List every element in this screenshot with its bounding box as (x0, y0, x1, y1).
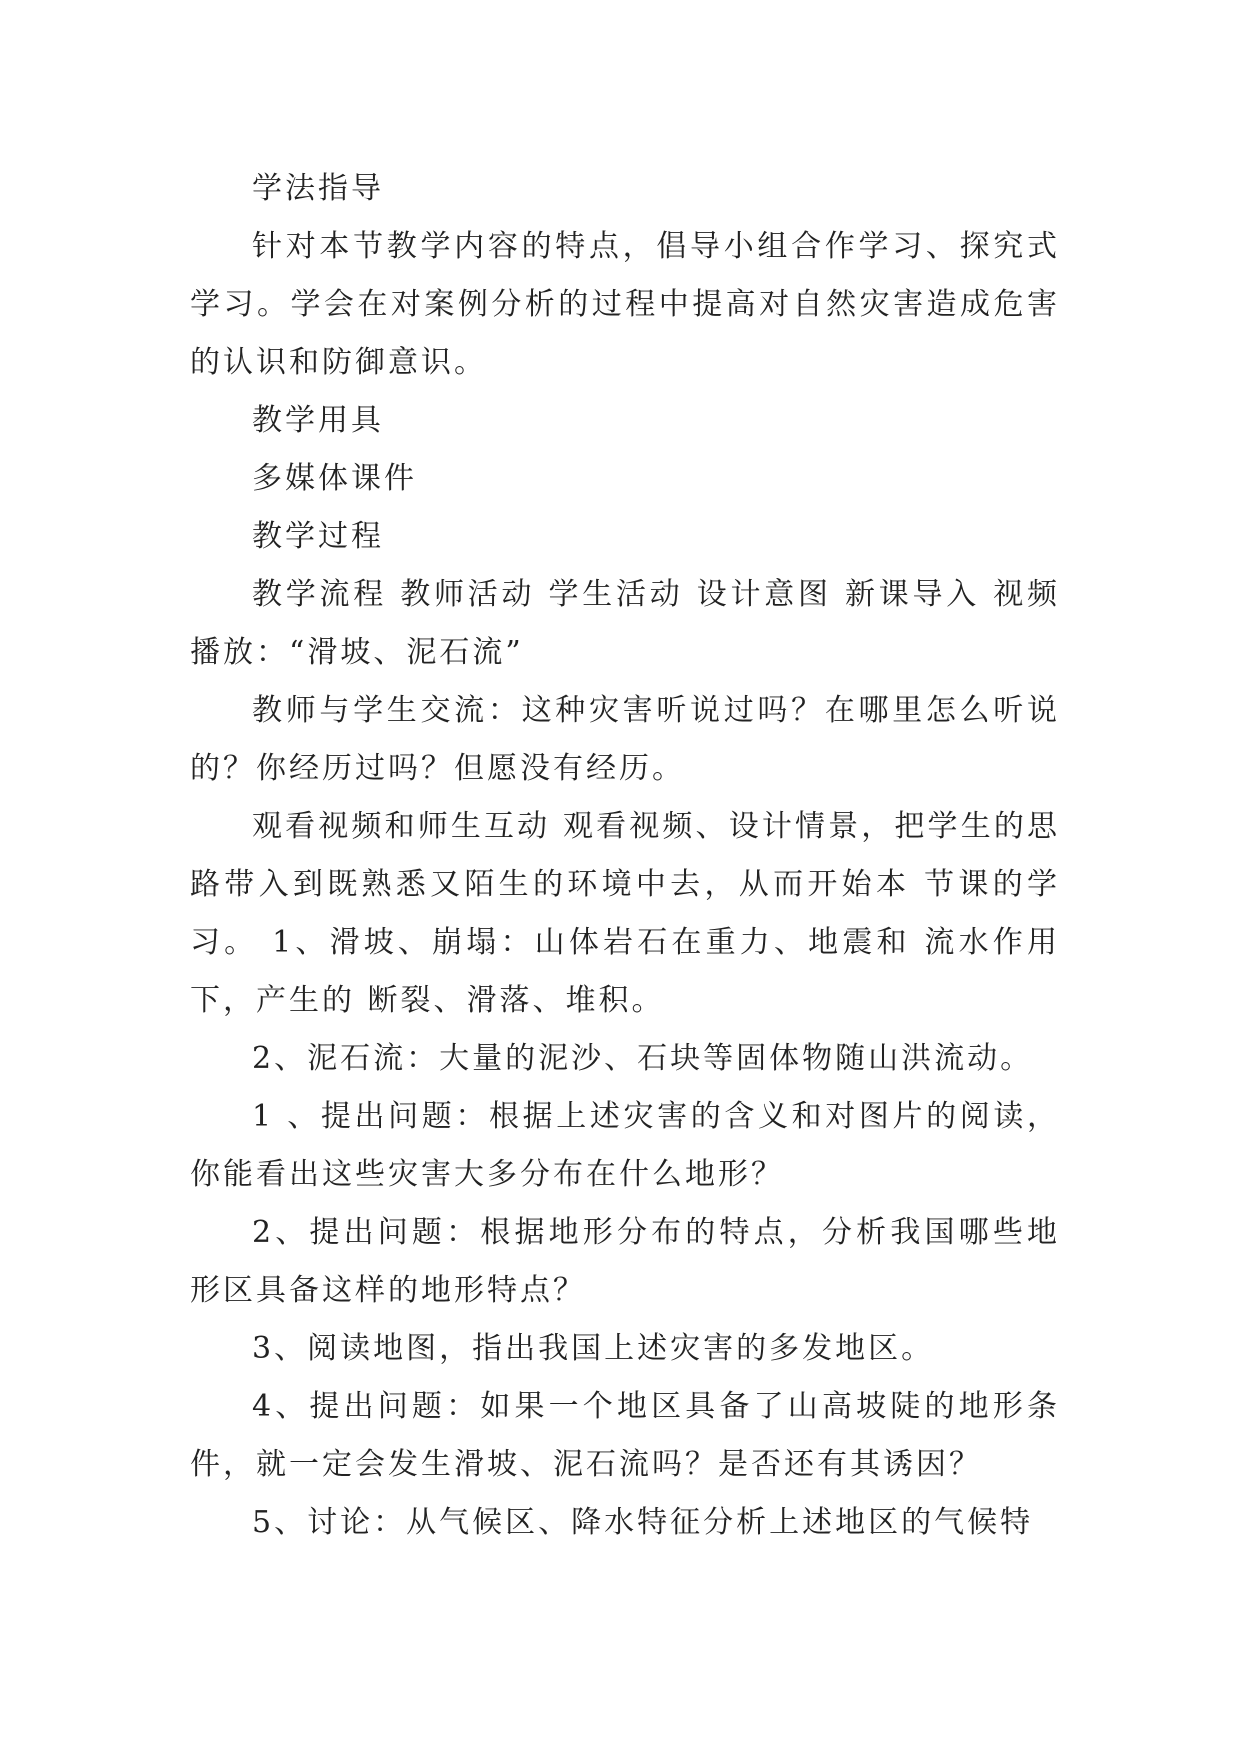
paragraph-question-4: 4、提出问题：如果一个地区具备了山高坡陡的地形条件，就一定会发生滑坡、泥石流吗？是否还有其诱因？ (190, 1389, 1060, 1482)
paragraph-teaching-tools: 多媒体课件 (252, 461, 417, 496)
paragraph-teaching-flow: 教学流程 教师活动 学生活动 设计意图 新课导入 视频播放：“滑坡、泥石流” (190, 577, 1060, 670)
paragraph-study-method: 针对本节教学内容的特点，倡导小组合作学习、探究式学习。学会在对案例分析的过程中提高对自然灾害造成危害的认识和防御意识。 (190, 229, 1060, 380)
document-body (190, 160, 1060, 1552)
paragraph-question-2: 2、提出问题：根据地形分布的特点，分析我国哪些地形区具备这样的地形特点？ (190, 1215, 1060, 1308)
paragraph-question-1: 1 、提出问题：根据上述灾害的含义和对图片的阅读，你能看出这些灾害大多分布在什么地形？ (190, 1099, 1060, 1192)
paragraph-read-map: 3、阅读地图，指出我国上述灾害的多发地区。 (252, 1331, 935, 1366)
heading-study-guidance: 学法指导 (252, 171, 384, 206)
heading-teaching-tools: 教学用具 (252, 403, 384, 438)
heading-teaching-process: 教学过程 (252, 519, 384, 554)
paragraph-debris-flow: 2、泥石流：大量的泥沙、石块等固体物随山洪流动。 (252, 1041, 1034, 1076)
paragraph-discussion: 5、讨论：从气候区、降水特征分析上述地区的气候特 (252, 1505, 1034, 1540)
paragraph-teacher-student-exchange: 教师与学生交流：这种灾害听说过吗？在哪里怎么听说的？你经历过吗？但愿没有经历。 (190, 693, 1060, 786)
paragraph-video-interaction: 观看视频和师生互动 观看视频、设计情景，把学生的思路带入到既熟悉又陌生的环境中去，从而开始本 节课的学习。 1、滑坡、崩塌：山体岩石在重力、地震和 流水作用下，产生的 断裂、滑落、堆积。 (190, 809, 1060, 1018)
